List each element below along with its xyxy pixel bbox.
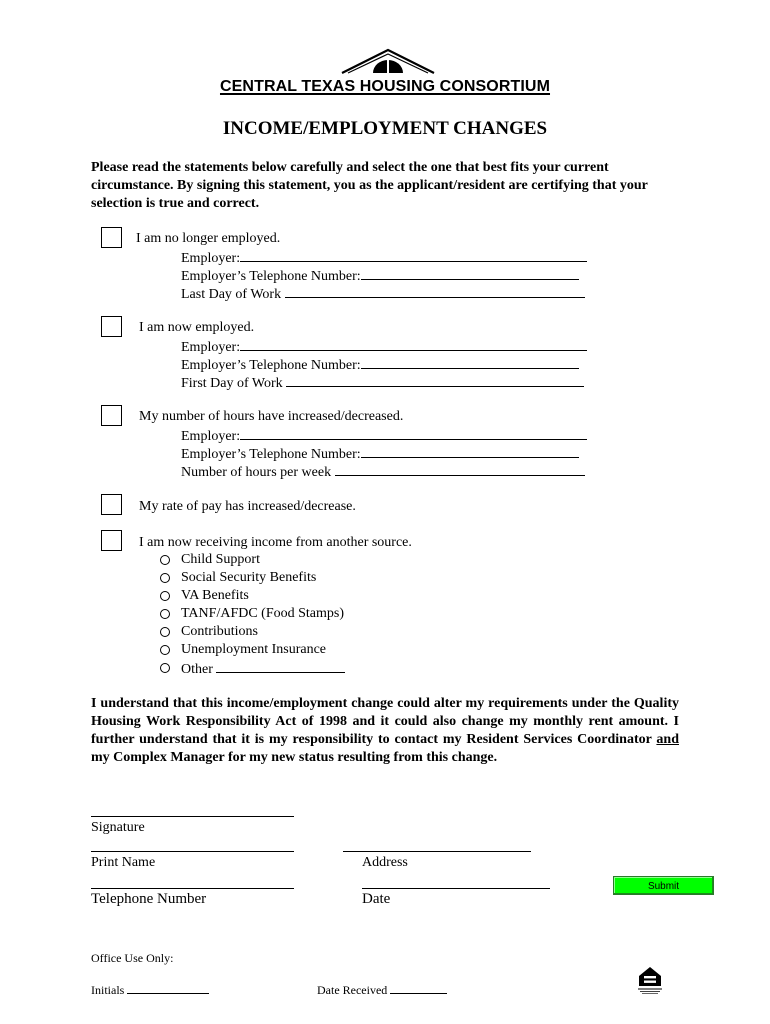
organization-name: CENTRAL TEXAS HOUSING CONSORTIUM bbox=[219, 78, 551, 95]
statement-hours-changed: My number of hours have increased/decreased. bbox=[139, 409, 404, 424]
certification-text: I understand that this income/employment change could alter my requirements under the Quality Housing Work Responsibility Act of 1998 and it could also change my monthly rent amount. I further understand that it is my responsibility to contact my Resident Services Coordinator and my Complex Manager for my new status resulting from this change. bbox=[91, 696, 679, 765]
field-employer: Employer: bbox=[181, 426, 587, 446]
radio-contributions[interactable] bbox=[160, 627, 170, 637]
equal-housing-icon bbox=[636, 965, 664, 995]
source-va-benefits: VA Benefits bbox=[181, 588, 249, 603]
field-first-day: First Day of Work bbox=[181, 373, 584, 393]
field-employer: Employer: bbox=[181, 337, 587, 357]
employer-phone-input-line[interactable] bbox=[361, 355, 579, 369]
first-day-input-line[interactable] bbox=[286, 373, 584, 387]
statement-now-employed: I am now employed. bbox=[139, 320, 255, 335]
checkbox-no-longer-employed[interactable] bbox=[101, 227, 122, 248]
statement-rate-of-pay: My rate of pay has increased/decrease. bbox=[139, 499, 356, 514]
date-line[interactable] bbox=[362, 888, 550, 889]
signature-label: Signature bbox=[91, 820, 145, 835]
radio-tanf[interactable] bbox=[160, 609, 170, 619]
checkbox-other-income[interactable] bbox=[101, 530, 122, 551]
source-child-support: Child Support bbox=[181, 552, 260, 567]
source-social-security: Social Security Benefits bbox=[181, 570, 317, 585]
employer-input-line[interactable] bbox=[240, 337, 587, 351]
initials-field: Initials bbox=[91, 982, 209, 998]
source-tanf: TANF/AFDC (Food Stamps) bbox=[181, 606, 345, 621]
statement-no-longer-employed: I am no longer employed. bbox=[136, 231, 281, 246]
field-employer-phone: Employer’s Telephone Number: bbox=[181, 355, 579, 375]
employer-input-line[interactable] bbox=[240, 248, 587, 262]
field-employer-phone: Employer’s Telephone Number: bbox=[181, 266, 579, 286]
employer-input-line[interactable] bbox=[240, 426, 587, 440]
telephone-label: Telephone Number bbox=[91, 891, 207, 907]
office-use-heading: Office Use Only: bbox=[91, 951, 174, 965]
field-hours-per-week: Number of hours per week bbox=[181, 462, 585, 482]
initials-input-line[interactable] bbox=[127, 982, 209, 994]
print-name-label: Print Name bbox=[91, 855, 156, 870]
source-contributions: Contributions bbox=[181, 624, 259, 639]
address-label: Address bbox=[362, 855, 408, 870]
intro-text: Please read the statements below carefully and select the one that best fits your current circumstance. By signing this statement, you as the applicant/resident are certifying that your selection is true and correct. bbox=[91, 160, 648, 211]
employer-phone-input-line[interactable] bbox=[361, 444, 579, 458]
checkbox-hours-changed[interactable] bbox=[101, 405, 122, 426]
address-line[interactable] bbox=[343, 851, 531, 852]
field-last-day: Last Day of Work bbox=[181, 284, 585, 304]
checkbox-now-employed[interactable] bbox=[101, 316, 122, 337]
radio-social-security[interactable] bbox=[160, 573, 170, 583]
checkbox-rate-of-pay[interactable] bbox=[101, 494, 122, 515]
housing-roof-logo bbox=[340, 46, 436, 76]
date-received-input-line[interactable] bbox=[390, 982, 447, 994]
field-employer-phone: Employer’s Telephone Number: bbox=[181, 444, 579, 464]
statement-other-income: I am now receiving income from another source. bbox=[139, 535, 412, 550]
hours-per-week-input-line[interactable] bbox=[335, 462, 585, 476]
radio-child-support[interactable] bbox=[160, 555, 170, 565]
signature-line[interactable] bbox=[91, 816, 294, 817]
date-received-field: Date Received bbox=[317, 982, 447, 998]
last-day-input-line[interactable] bbox=[285, 284, 585, 298]
radio-va-benefits[interactable] bbox=[160, 591, 170, 601]
other-source-input-line[interactable] bbox=[216, 659, 345, 673]
source-unemployment: Unemployment Insurance bbox=[181, 642, 327, 657]
field-employer: Employer: bbox=[181, 248, 587, 268]
telephone-line[interactable] bbox=[91, 888, 294, 889]
radio-unemployment[interactable] bbox=[160, 645, 170, 655]
source-other: Other bbox=[181, 659, 345, 679]
page-title: INCOME/EMPLOYMENT CHANGES bbox=[222, 118, 548, 139]
print-name-line[interactable] bbox=[91, 851, 294, 852]
date-label: Date bbox=[362, 891, 391, 907]
employer-phone-input-line[interactable] bbox=[361, 266, 579, 280]
radio-other[interactable] bbox=[160, 663, 170, 673]
submit-button[interactable]: Submit bbox=[613, 876, 714, 895]
